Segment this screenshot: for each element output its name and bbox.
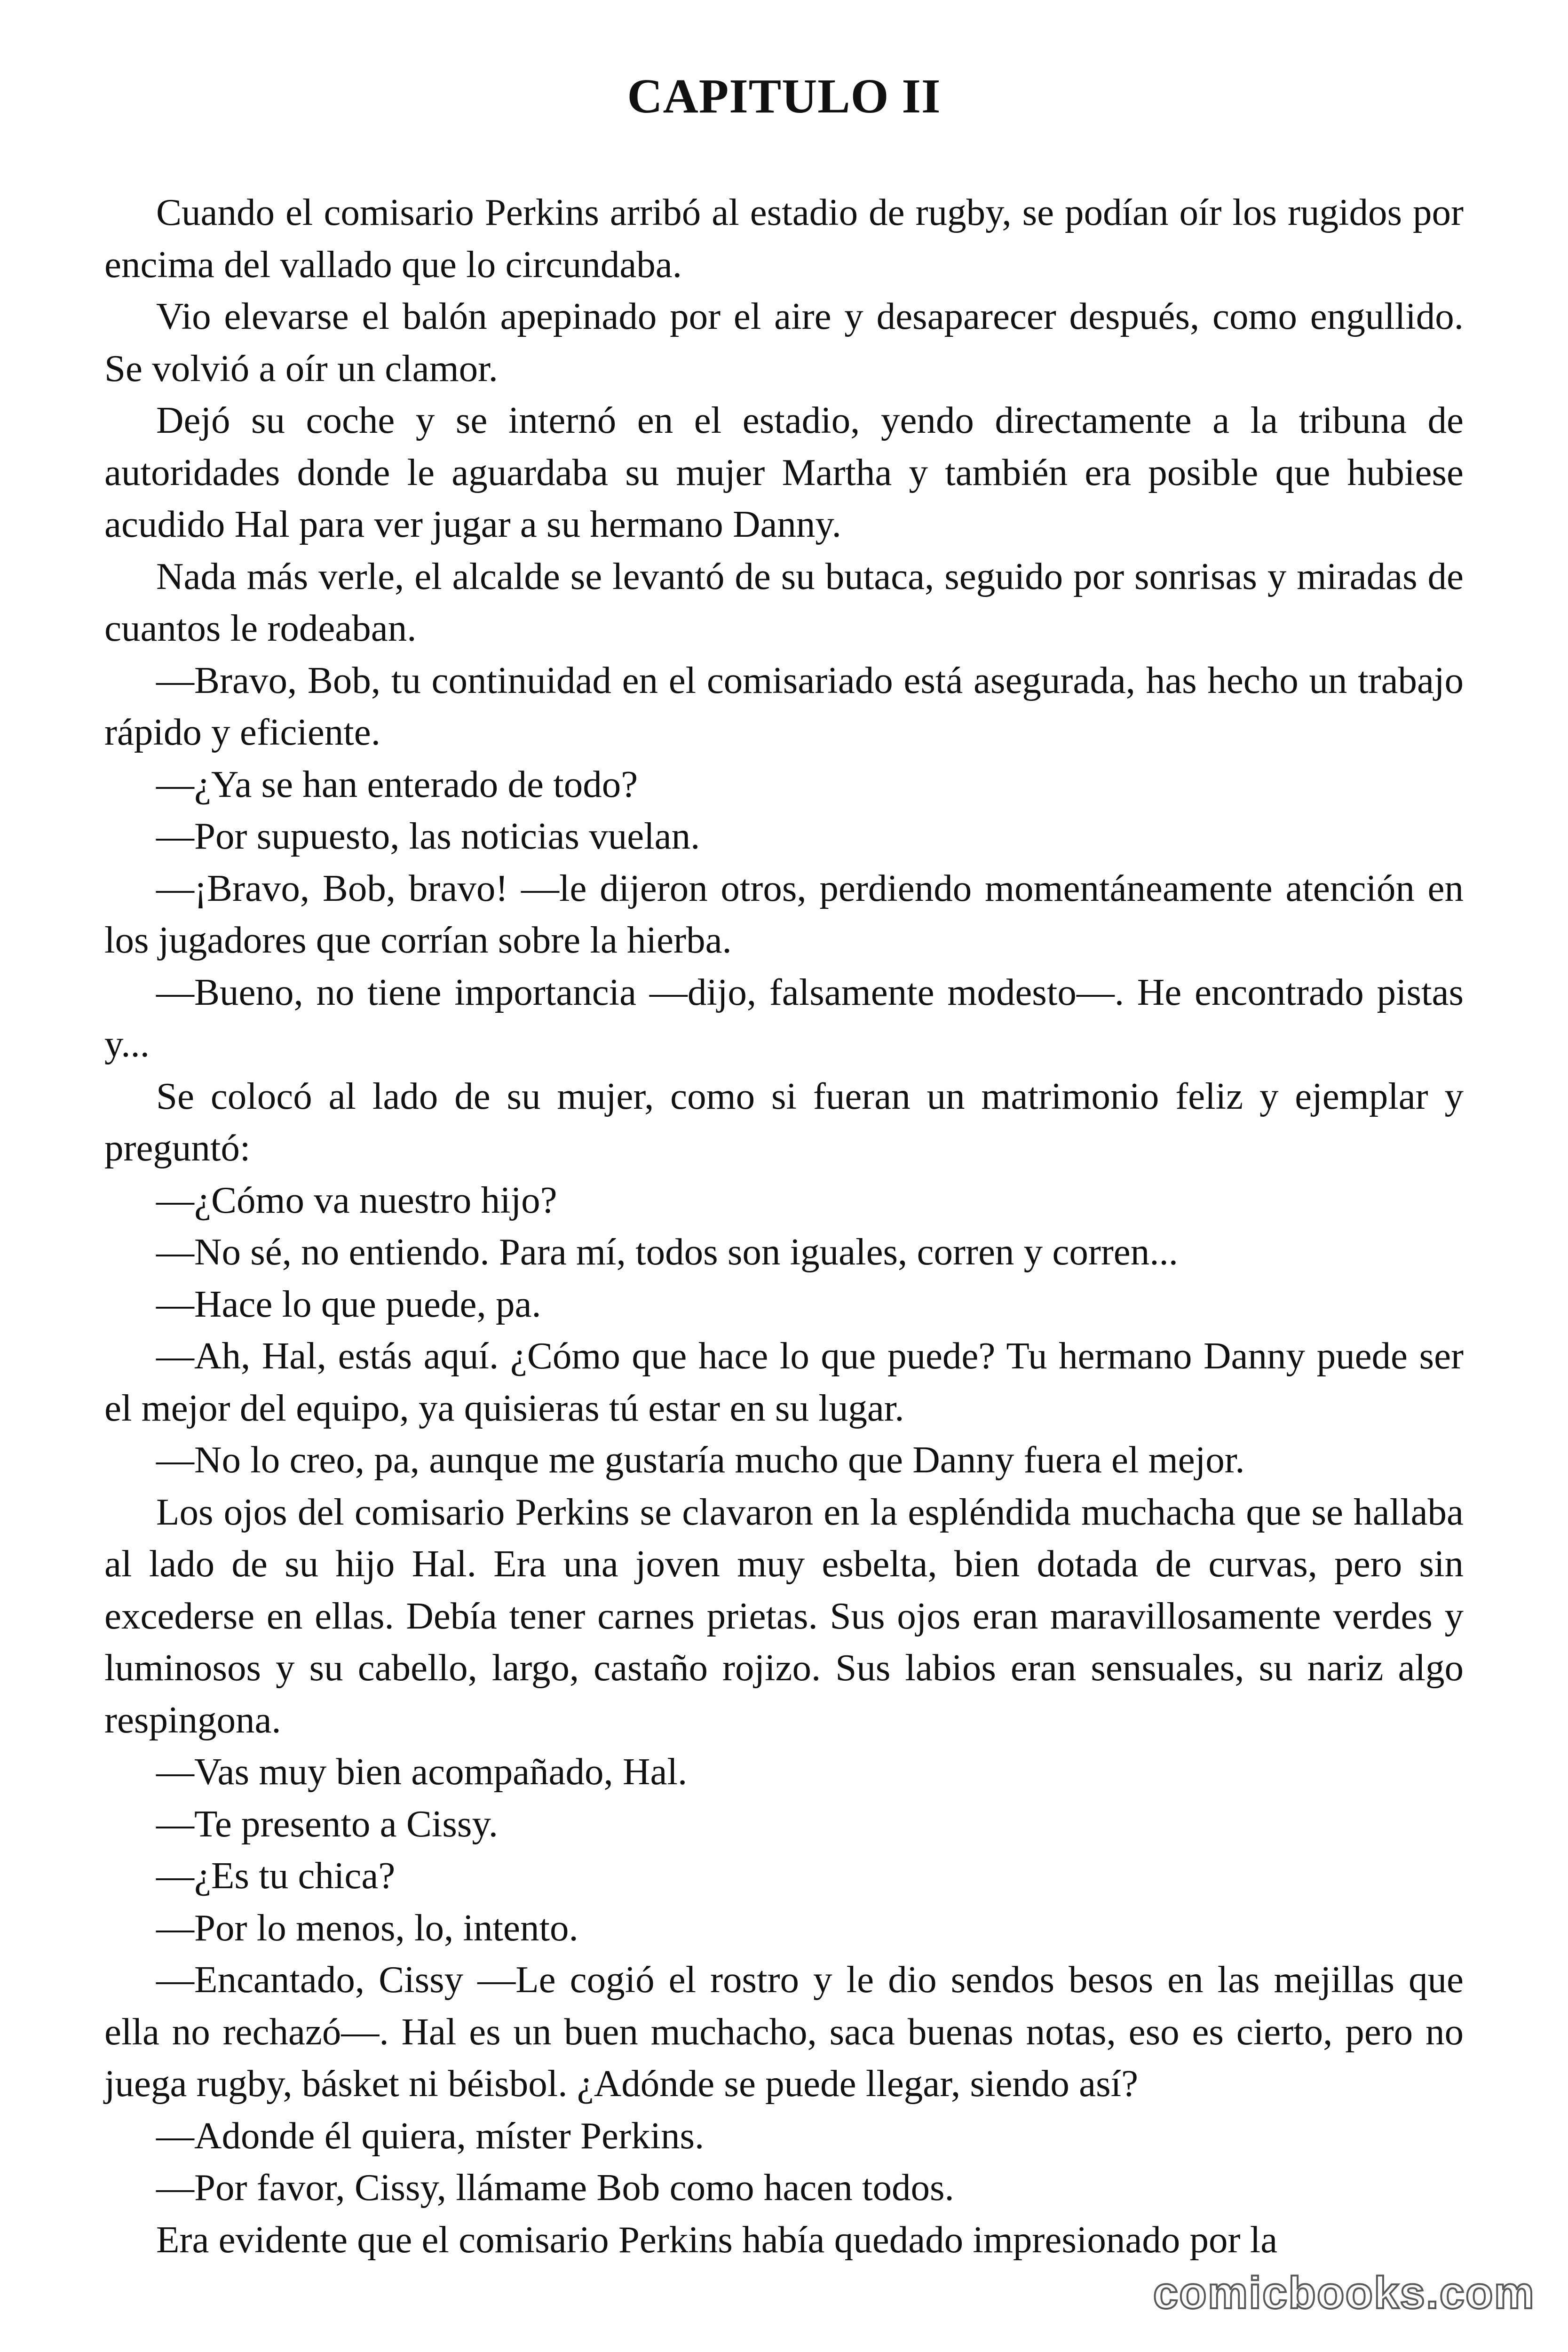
dialogue-line: —Por lo menos, lo, intento. [156, 1906, 578, 1949]
paragraph: Era evidente que el comisario Perkins había quedado impresionado por la [156, 2218, 1278, 2261]
dialogue-line: —Encantado, Cissy —Le cogió el rostro y le dio sendos besos en las mejillas que ella no rechazó—. Hal es un buen muchacho, saca buenas notas, eso es cierto, pero no juega rugby, básket ni béisbol. ¿Adónde se puede llegar, siendo así? [104, 1958, 1464, 2105]
dialogue-line: —Te presento a Cissy. [156, 1802, 498, 1845]
paragraph: Vio elevarse el balón apepinado por el aire y desaparecer después, como engullido. Se volvió a oír un clamor. [104, 295, 1464, 389]
chapter-title: CAPITULO II [627, 69, 941, 123]
paragraph: Dejó su coche y se internó en el estadio, yendo directamente a la tribuna de autoridades donde le aguardaba su mujer Martha y también era posible que hubiese acudido Hal para ver jugar a su hermano Danny. [104, 399, 1464, 545]
chapter-body [104, 186, 1464, 2265]
dialogue-line: —Ah, Hal, estás aquí. ¿Cómo que hace lo que puede? Tu hermano Danny puede ser el mejor del equipo, ya quisieras tú estar en su lugar. [104, 1335, 1464, 1429]
watermark: comicbooks.com [1153, 2268, 1535, 2318]
dialogue-line: —Por favor, Cissy, llámame Bob como hacen todos. [156, 2166, 954, 2209]
paragraph: Se colocó al lado de su mujer, como si fueran un matrimonio feliz y ejemplar y preguntó: [104, 1074, 1464, 1169]
dialogue-line: —Vas muy bien acompañado, Hal. [156, 1750, 688, 1793]
dialogue-line: —No lo creo, pa, aunque me gustaría mucho que Danny fuera el mejor. [156, 1438, 1245, 1481]
dialogue-line: —Por supuesto, las noticias vuelan. [156, 815, 700, 857]
dialogue-line: —¿Cómo va nuestro hijo? [156, 1178, 557, 1221]
dialogue-line: —Adonde él quiera, míster Perkins. [156, 2114, 705, 2157]
dialogue-line: —¡Bravo, Bob, bravo! —le dijeron otros, perdiendo momentáneamente atención en los jugadores que corrían sobre la hierba. [104, 866, 1464, 961]
dialogue-line: —Bravo, Bob, tu continuidad en el comisariado está asegurada, has hecho un trabajo rápido y eficiente. [104, 659, 1464, 753]
paragraph: Cuando el comisario Perkins arribó al estadio de rugby, se podían oír los rugidos por encima del vallado que lo circundaba. [104, 191, 1464, 286]
paragraph: Los ojos del comisario Perkins se clavaron en la espléndida muchacha que se hallaba al lado de su hijo Hal. Era una joven muy esbelta, bien dotada de curvas, pero sin excederse en ellas. Debía tener carnes prietas. Sus ojos eran maravillosamente verdes y luminosos y su cabello, largo, castaño rojizo. Sus labios eran sensuales, su nariz algo respingona. [104, 1490, 1464, 1741]
dialogue-line: —No sé, no entiendo. Para mí, todos son iguales, corren y corren... [156, 1231, 1178, 1273]
dialogue-line: —¿Es tu chica? [156, 1854, 396, 1897]
dialogue-line: —Hace lo que puede, pa. [156, 1282, 541, 1325]
dialogue-line: —Bueno, no tiene importancia —dijo, falsamente modesto—. He encontrado pistas y... [104, 970, 1464, 1065]
paragraph: Nada más verle, el alcalde se levantó de su butaca, seguido por sonrisas y miradas de cuantos le rodeaban. [104, 555, 1464, 649]
dialogue-line: —¿Ya se han enterado de todo? [156, 763, 638, 805]
